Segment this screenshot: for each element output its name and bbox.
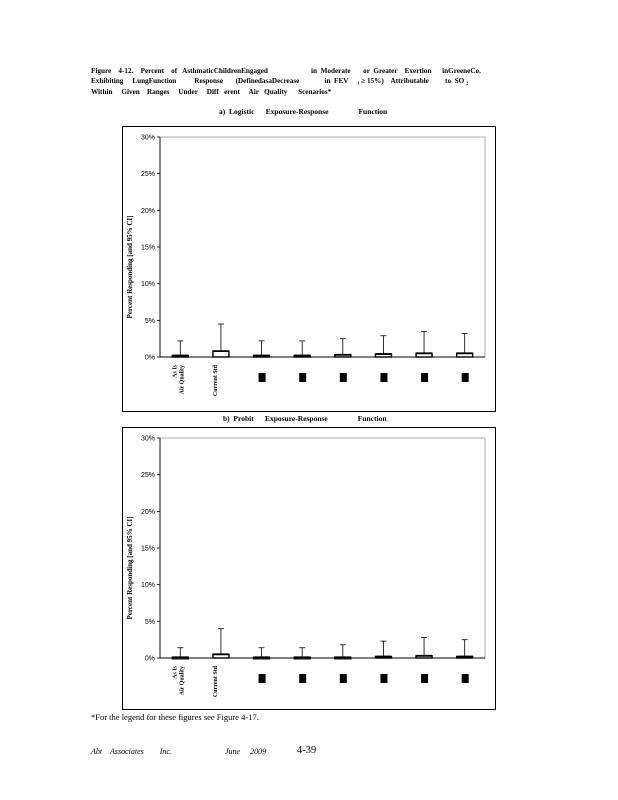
y-tick-label: 15%: [140, 545, 155, 553]
y-tick-label: 5%: [144, 317, 155, 325]
footnote: *For the legend for these figures see Figure 4-17.: [91, 712, 259, 722]
y-axis-label: Percent Responding [and 95% CI]: [126, 516, 134, 620]
y-tick-label: 30%: [140, 435, 155, 443]
x-tick-label-placeholder: [340, 674, 347, 683]
figure-caption-line-3: Within Given Ranges Under Diff erent Air Quality Scenarios*: [91, 88, 332, 96]
x-tick-label-placeholder: [421, 674, 428, 683]
page-number: 4-39: [297, 745, 317, 756]
footer-date: June 2009: [225, 747, 267, 756]
y-tick-label: 20%: [140, 207, 155, 215]
x-tick-label-placeholder: [259, 674, 266, 683]
y-tick-label: 15%: [140, 244, 155, 252]
x-tick-label: Current Std: [212, 666, 219, 698]
y-tick-label: 25%: [140, 171, 155, 179]
plot-area: [160, 438, 485, 658]
y-tick-label: 25%: [140, 472, 155, 480]
x-tick-label-placeholder: [299, 373, 306, 382]
x-tick-label-placeholder: [259, 373, 266, 382]
y-tick-label: 5%: [144, 618, 155, 626]
chart-a-title: a) Logistic Exposure-Response Function: [219, 107, 388, 116]
y-tick-label: 20%: [140, 508, 155, 516]
x-tick-label: Air Quality: [179, 666, 186, 696]
chart-a-svg: [123, 127, 495, 411]
y-tick-label: 10%: [140, 582, 155, 590]
y-tick-label: 0%: [144, 354, 155, 362]
plot-area: [160, 137, 485, 357]
y-axis-label: Percent Responding [and 95% CI]: [126, 215, 134, 319]
figure-caption-line-1: Figure 4-12. Percent of AsthmaticChildrenEngaged in Moderate or Greater Exertion inGreeneCo.: [91, 67, 481, 75]
figure-caption-line-2: Exhibiting LungFunction Response (DefinedasaDecrease in FEV ₁ ≥ 15%) Attributable to SO ₂: [91, 77, 469, 85]
footer-org: Abt Associates Inc.: [91, 747, 172, 756]
y-tick-label: 30%: [140, 134, 155, 142]
x-tick-label: As Is: [172, 365, 179, 378]
chart-b-panel: [122, 427, 496, 710]
chart-b-svg: [123, 428, 495, 709]
x-tick-label: Air Quality: [179, 365, 186, 395]
y-tick-label: 0%: [144, 655, 155, 663]
x-tick-label-placeholder: [340, 373, 347, 382]
y-tick-label: 10%: [140, 281, 155, 289]
x-tick-label-placeholder: [380, 373, 387, 382]
x-tick-label: As Is: [172, 666, 179, 679]
x-tick-label-placeholder: [421, 373, 428, 382]
chart-a-panel: [122, 126, 496, 412]
x-tick-label: Current Std: [212, 365, 219, 397]
chart-b-title: b) Probit Exposure-Response Function: [223, 414, 387, 423]
x-tick-label-placeholder: [299, 674, 306, 683]
x-tick-label-placeholder: [462, 674, 469, 683]
x-tick-label-placeholder: [380, 674, 387, 683]
x-tick-label-placeholder: [462, 373, 469, 382]
